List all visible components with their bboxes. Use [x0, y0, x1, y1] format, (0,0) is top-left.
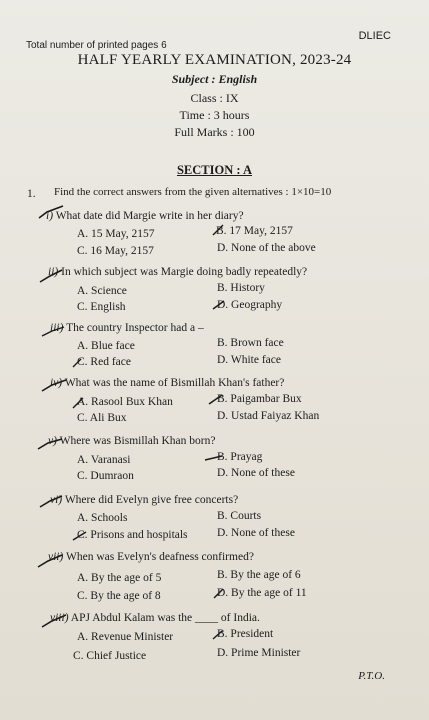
page-turn-note: P.T.O.	[358, 670, 385, 682]
option-b: B. Paigambar Bux	[217, 393, 302, 405]
option-d: D. Ustad Faiyaz Khan	[217, 410, 320, 422]
option-a: A. 15 May, 2157	[77, 228, 155, 240]
option-b: B. Courts	[217, 510, 262, 522]
option-d: D. Prime Minister	[217, 647, 301, 659]
full-marks: Full Marks : 100	[174, 125, 255, 139]
question-viii: viii) APJ Abdul Kalam was the ____ of India.	[50, 612, 260, 624]
question-vii: vii) When was Evelyn's deafness confirmed?	[48, 551, 254, 563]
option-c: C. Dumraon	[77, 470, 134, 482]
option-a: A. Rasool Bux Khan	[77, 396, 173, 408]
option-c: C. 16 May, 2157	[77, 245, 154, 257]
option-b: B. History	[217, 282, 265, 294]
option-c: C. English	[77, 301, 126, 313]
option-b: B. Brown face	[217, 337, 284, 349]
option-d: D. By the age of 11	[217, 587, 307, 599]
instructions: Find the correct answers from the given alternatives : 1×10=10	[54, 186, 332, 198]
option-a: A. Science	[77, 285, 127, 297]
option-c: C. Prisons and hospitals	[77, 529, 188, 541]
option-c: C. Chief Justice	[73, 650, 147, 662]
option-b: B. Prayag	[217, 451, 263, 463]
option-a: A. Varanasi	[77, 454, 131, 466]
option-a: A. Schools	[77, 512, 128, 524]
question-number: 1.	[27, 188, 36, 200]
option-b: B. By the age of 6	[217, 569, 301, 581]
option-d: D. None of these	[217, 467, 295, 479]
option-c: C. Ali Bux	[77, 412, 127, 424]
exam-title: HALF YEARLY EXAMINATION, 2023-24	[77, 52, 352, 68]
question-v: v) Where was Bismillah Khan born?	[48, 435, 216, 447]
paper-code: DLIEC	[358, 30, 391, 42]
class-label: Class : IX	[190, 91, 239, 105]
option-a: A. Revenue Minister	[77, 631, 174, 643]
option-d: D. None of the above	[217, 242, 316, 254]
option-d: D. None of these	[217, 527, 295, 539]
question-ii: ii) In which subject was Margie doing badly repeatedly?	[48, 266, 308, 278]
option-d: D. White face	[217, 354, 281, 366]
option-c: C. Red face	[77, 356, 131, 368]
section-heading: SECTION : A	[176, 163, 253, 177]
printed-pages: Total number of printed pages 6	[26, 40, 167, 51]
subject: Subject : English	[171, 72, 258, 86]
question-vi: vi) Where did Evelyn give free concerts?	[50, 494, 239, 506]
question-iv: iv) What was the name of Bismillah Khan's father?	[50, 377, 285, 389]
time-label: Time : 3 hours	[179, 108, 250, 122]
option-c: C. By the age of 8	[77, 590, 161, 602]
option-b: B. President	[217, 628, 274, 640]
question-iii: iii) The country Inspector had a –	[50, 322, 204, 334]
option-d: D. Geography	[217, 299, 283, 311]
option-a: A. Blue face	[77, 340, 135, 352]
option-b: B. 17 May, 2157	[216, 225, 293, 237]
question-i: i) What date did Margie write in her diary?	[46, 210, 244, 222]
option-a: A. By the age of 5	[77, 572, 162, 584]
